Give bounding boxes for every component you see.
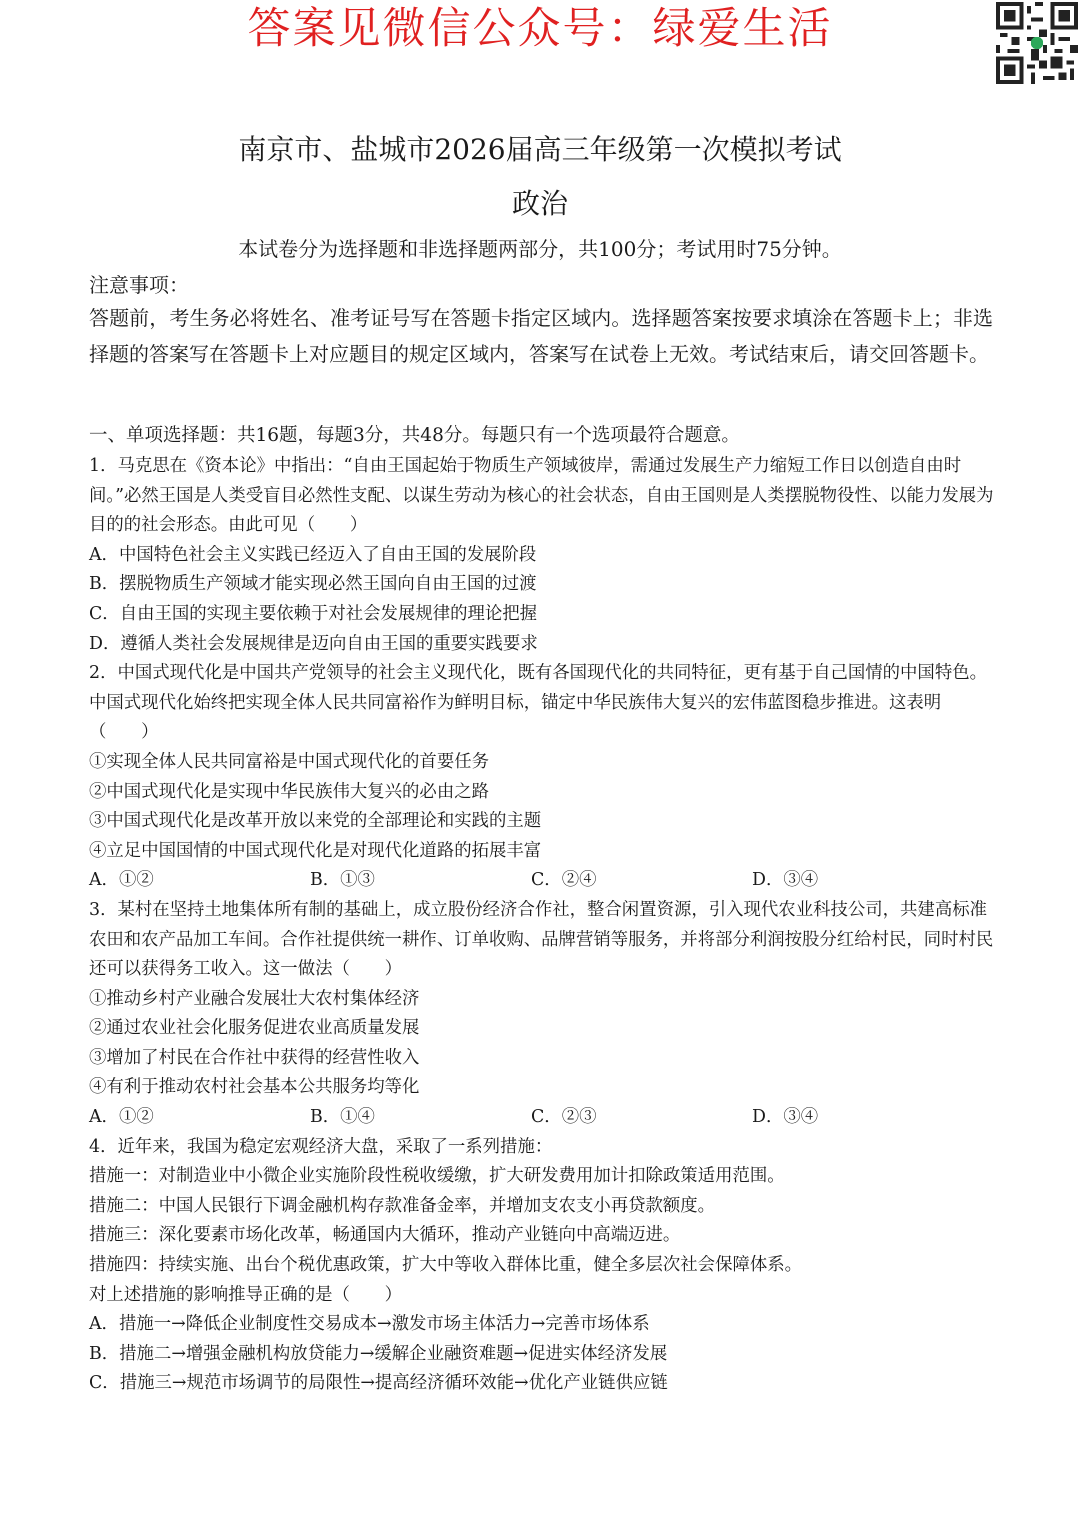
question-4-option-b: B．措施二→增强金融机构放贷能力→缓解企业融资难题→促进实体经济发展	[89, 1343, 668, 1364]
exam-title: 南京市、盐城市2026届高三年级第一次模拟考试	[238, 133, 842, 166]
question-4-measure-1: 措施一：对制造业中小微企业实施阶段性税收缓缴，扩大研发费用加计扣除政策适用范围。	[89, 1166, 785, 1187]
notice-heading: 注意事项：	[89, 273, 189, 297]
question-3-option-c: C．②③	[531, 1107, 597, 1128]
question-3-statement-3: ③增加了村民在合作社中获得的经营性收入	[89, 1047, 420, 1068]
watermark-banner: 答案见微信公众号：绿爱生活	[247, 4, 833, 54]
question-2-stem: 2．中国式现代化是中国共产党领导的社会主义现代化，既有各国现代化的共同特征，更有基于自己国情的中国特色。中国式现代化始终把实现全体人民共同富裕作为鲜明目标，锚定中华民族伟大复兴的宏伟蓝图稳步推进。这表明（ ）	[89, 663, 987, 743]
question-3-option-b: B．①④	[310, 1107, 375, 1128]
question-3-option-a: A．①②	[89, 1107, 154, 1128]
question-2-option-b: B．①③	[310, 870, 375, 891]
question-3-statement-1: ①推动乡村产业融合发展壮大农村集体经济	[89, 988, 420, 1009]
question-2-option-a: A．①②	[89, 870, 154, 891]
question-2-statement-3: ③中国式现代化是改革开放以来党的全部理论和实践的主题	[89, 811, 542, 832]
question-4-option-c: C．措施三→规范市场调节的局限性→提高经济循环效能→优化产业链供应链	[89, 1373, 668, 1394]
question-4-option-a: A．措施一→降低企业制度性交易成本→激发市场主体活力→完善市场体系	[89, 1314, 650, 1335]
question-4-stem: 4．近年来，我国为稳定宏观经济大盘，采取了一系列措施：	[89, 1136, 553, 1157]
question-2-option-d: D．③④	[752, 870, 819, 891]
qr-code-icon	[996, 2, 1078, 84]
question-4-ask: 对上述措施的影响推导正确的是（ ）	[89, 1284, 403, 1305]
question-1-option-a: A．中国特色社会主义实践已经迈入了自由王国的发展阶段	[89, 544, 537, 565]
question-3-statement-2: ②通过农业社会化服务促进农业高质量发展	[89, 1018, 420, 1039]
notice-text: 答题前，考生务必将姓名、准考证号写在答题卡指定区域内。选择题答案按要求填涂在答题卡上；非选择题的答案写在答题卡上对应题目的规定区域内，答案写在试卷上无效。考试结束后，请交回答题卡。	[89, 306, 993, 366]
exam-subject: 政治	[511, 187, 568, 220]
question-4-measure-4: 措施四：持续实施、出台个税优惠政策，扩大中等收入群体比重，健全多层次社会保障体系。	[89, 1255, 803, 1276]
section-heading: 一、单项选择题：共16题，每题3分，共48分。每题只有一个选项最符合题意。	[89, 425, 740, 446]
question-2-statement-1: ①实现全体人民共同富裕是中国式现代化的首要任务	[89, 751, 489, 772]
question-2-options	[89, 866, 995, 896]
question-4-measure-3: 措施三：深化要素市场化改革，畅通国内大循环，推动产业链向中高端迈进。	[89, 1225, 681, 1246]
question-3-options	[89, 1103, 995, 1133]
question-4-measure-2: 措施二：中国人民银行下调金融机构存款准备金率，并增加支农支小再贷款额度。	[89, 1195, 716, 1216]
question-3-statement-4: ④有利于推动农村社会基本公共服务均等化	[89, 1077, 420, 1098]
question-2-statement-4: ④立足中国国情的中国式现代化是对现代化道路的拓展丰富	[89, 840, 542, 861]
question-2-option-c: C．②④	[531, 870, 597, 891]
questions	[89, 420, 995, 1399]
question-3-stem: 3．某村在坚持土地集体所有制的基础上，成立股份经济合作社，整合闲置资源，引入现代农业科技公司，共建高标准农田和农产品加工车间。合作社提供统一耕作、订单收购、品牌营销等服务，并将部分利润按股分红给村民，同时村民还可以获得务工收入。这一做法（ ）	[89, 899, 994, 980]
exam-intro: 本试卷分为选择题和非选择题两部分，共100分；考试用时75分钟。	[238, 237, 842, 261]
question-3-option-d: D．③④	[752, 1107, 819, 1128]
question-1-option-b: B．摆脱物质生产领域才能实现必然王国向自由王国的过渡	[89, 574, 537, 595]
question-1-option-d: D．遵循人类社会发展规律是迈向自由王国的重要实践要求	[89, 633, 538, 654]
question-1-stem: 1．马克思在《资本论》中指出：“自由王国起始于物质生产领域彼岸，需通过发展生产力缩短工作日以创造自由时间。”必然王国是人类受盲目必然性支配、以谋生劳动为核心的社会状态，自由王国则是人类摆脱物役性、以能力发展为目的的社会形态。由此可见（ ）	[89, 456, 994, 536]
question-2-statement-2: ②中国式现代化是实现中华民族伟大复兴的必由之路	[89, 781, 489, 802]
question-1-option-c: C．自由王国的实现主要依赖于对社会发展规律的理论把握	[89, 603, 538, 624]
